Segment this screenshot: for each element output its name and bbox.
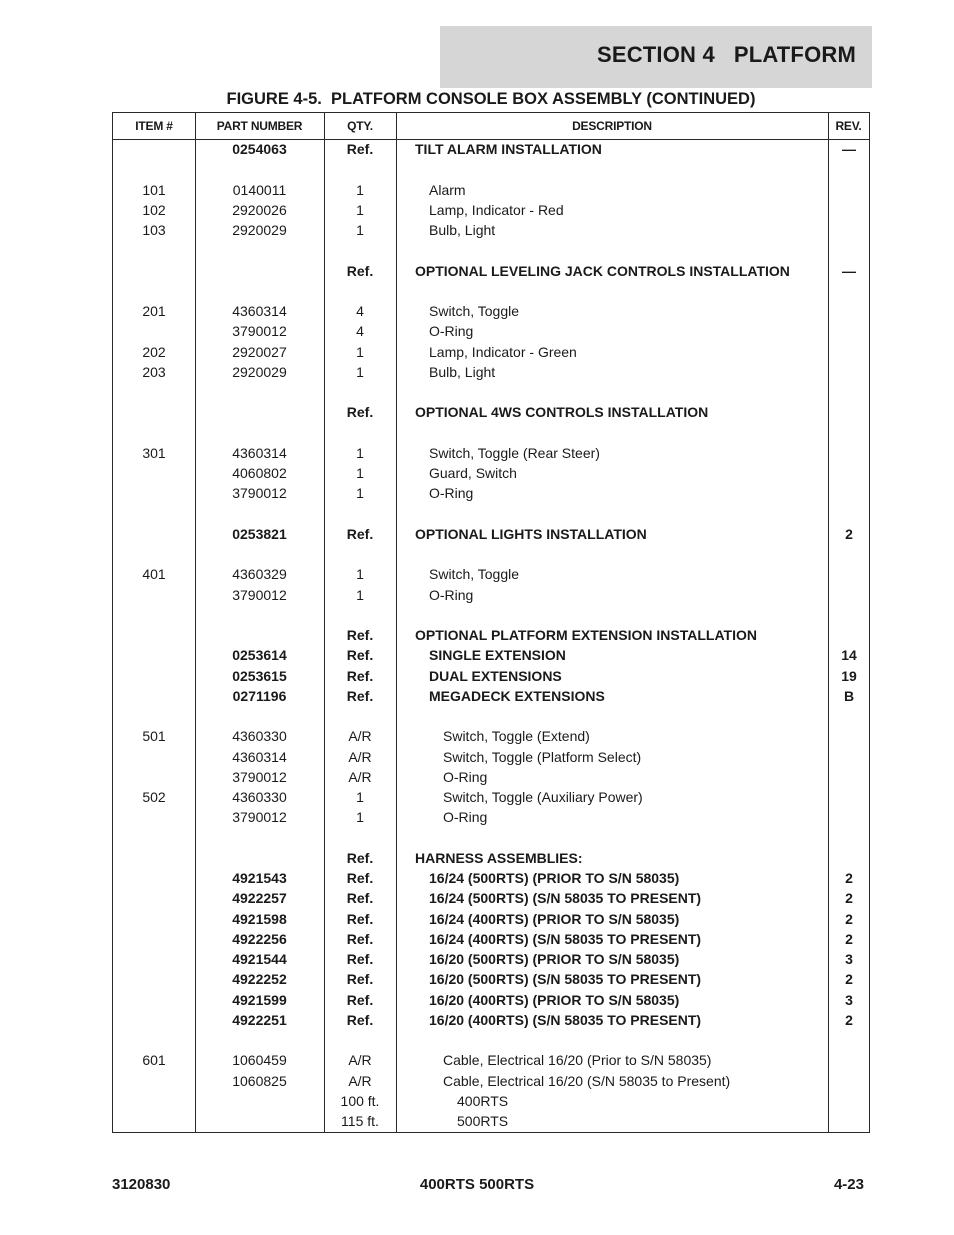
table-row [113, 443, 869, 463]
rev-cell: 2 [845, 971, 853, 988]
qty-cell: 1 [356, 789, 364, 805]
qty-cell: 1 [356, 343, 364, 360]
description-cell: Bulb, Light [429, 363, 496, 380]
item-cell: 202 [142, 343, 166, 360]
qty-cell: Ref. [346, 667, 374, 684]
table-row [113, 200, 869, 220]
qty-cell: Ref. [346, 647, 374, 664]
rev-cell: 2 [845, 930, 853, 947]
rev-cell: 14 [841, 647, 857, 664]
description-cell: Switch, Toggle (Extend) [443, 728, 590, 745]
qty-cell: 115 ft. [341, 1113, 379, 1129]
description-cell: O-Ring [443, 768, 488, 785]
description-cell: 500RTS [457, 1113, 509, 1129]
table-row [113, 767, 869, 787]
description-cell: TILT ALARM INSTALLATION [415, 141, 602, 157]
item-cell: 203 [142, 363, 166, 380]
item-cell: 102 [142, 201, 166, 218]
table-row [113, 909, 869, 929]
qty-cell: 1 [356, 485, 364, 502]
part-number-cell: 0140011 [232, 181, 287, 198]
description-cell: DUAL EXTENSIONS [429, 667, 562, 684]
footer-document-number: 3120830 [112, 1176, 171, 1193]
item-cell: 301 [142, 444, 166, 461]
qty-cell: 1 [356, 566, 364, 583]
description-cell: 16/20 (400RTS) (PRIOR TO S/N 58035) [429, 991, 680, 1008]
footer-model: 400RTS 500RTS [419, 1176, 535, 1193]
table-row [113, 402, 869, 422]
column-header-part-number: PART NUMBER [216, 119, 303, 133]
part-number-cell: 3790012 [232, 323, 287, 340]
description-cell: O-Ring [429, 586, 474, 603]
figure-title: FIGURE 4-5. PLATFORM CONSOLE BOX ASSEMBLY (CONTINUED) [226, 90, 756, 108]
part-number-cell: 4921598 [232, 910, 287, 927]
part-number-cell: 4060802 [232, 465, 287, 481]
qty-cell: 1 [356, 809, 364, 826]
rev-cell: 2 [845, 890, 853, 907]
qty-cell: Ref. [346, 951, 374, 967]
description-cell: OPTIONAL LIGHTS INSTALLATION [415, 525, 647, 542]
description-cell: Lamp, Indicator - Red [429, 201, 564, 218]
description-cell: OPTIONAL LEVELING JACK CONTROLS INSTALLATION [415, 262, 790, 279]
table-row [113, 564, 869, 584]
part-number-cell: 4360330 [232, 789, 287, 805]
qty-cell: 4 [356, 323, 364, 340]
table-row [113, 1071, 869, 1091]
table-row [113, 220, 869, 240]
part-number-cell: 4360314 [232, 748, 287, 765]
qty-cell: Ref. [346, 971, 374, 988]
qty-cell: Ref. [346, 1011, 374, 1028]
table-row [113, 524, 869, 544]
qty-cell: 100 ft. [340, 1092, 380, 1109]
rev-cell: 2 [845, 910, 853, 927]
qty-cell: 1 [356, 222, 364, 238]
qty-cell: A/R [348, 1052, 372, 1069]
qty-cell: 1 [356, 201, 364, 218]
qty-cell: Ref. [346, 870, 374, 886]
part-number-cell: 3790012 [232, 485, 287, 502]
table-row [113, 139, 869, 159]
description-cell: SINGLE EXTENSION [429, 647, 566, 664]
description-cell: 16/20 (400RTS) (S/N 58035 TO PRESENT) [429, 1011, 702, 1028]
description-cell: Bulb, Light [429, 222, 496, 238]
qty-cell: Ref. [346, 525, 374, 542]
rev-cell: 19 [841, 667, 857, 684]
table-row [113, 180, 869, 200]
table-row [113, 726, 869, 746]
item-cell: 601 [142, 1052, 166, 1069]
table-row [113, 747, 869, 767]
footer-page-number: 4-23 [833, 1176, 864, 1193]
part-number-cell: 4921599 [232, 991, 287, 1008]
rev-cell: 2 [845, 525, 853, 542]
part-number-cell: 3790012 [232, 586, 287, 603]
qty-cell: Ref. [346, 849, 374, 866]
qty-cell: 4 [356, 303, 364, 319]
table-row [113, 990, 869, 1010]
table-row [113, 321, 869, 341]
item-cell: 101 [142, 181, 166, 198]
qty-cell: Ref. [346, 991, 374, 1008]
description-cell: OPTIONAL PLATFORM EXTENSION INSTALLATION [415, 627, 757, 643]
table-row [113, 463, 869, 483]
item-cell: 502 [142, 789, 166, 805]
item-cell: 201 [142, 303, 166, 319]
qty-cell: Ref. [346, 910, 374, 927]
rev-cell: 3 [845, 951, 853, 967]
rev-cell: — [842, 141, 856, 157]
part-number-cell: 4922252 [232, 971, 287, 988]
part-number-cell: 0271196 [232, 687, 287, 704]
qty-cell: Ref. [346, 627, 374, 643]
description-cell: 16/24 (400RTS) (PRIOR TO S/N 58035) [429, 910, 680, 927]
description-cell: MEGADECK EXTENSIONS [429, 687, 605, 704]
rev-cell: — [842, 262, 856, 279]
rev-cell: B [843, 687, 855, 704]
qty-cell: Ref. [346, 930, 374, 947]
part-number-cell: 0253614 [232, 647, 287, 664]
part-number-cell: 4360314 [232, 303, 287, 319]
table-row [113, 888, 869, 908]
table-row [113, 787, 869, 807]
table-row [113, 645, 869, 665]
part-number-cell: 3790012 [232, 809, 287, 826]
qty-cell: A/R [348, 1072, 372, 1089]
description-cell: Switch, Toggle (Platform Select) [443, 748, 642, 765]
description-cell: Lamp, Indicator - Green [429, 343, 577, 360]
table-row [113, 625, 869, 645]
rev-cell: 2 [845, 870, 853, 886]
part-number-cell: 3790012 [232, 768, 287, 785]
table-row [113, 261, 869, 281]
qty-cell: Ref. [346, 687, 374, 704]
description-cell: Cable, Electrical 16/20 (Prior to S/N 58035) [443, 1052, 712, 1069]
description-cell: 16/20 (500RTS) (S/N 58035 TO PRESENT) [429, 971, 702, 988]
part-number-cell: 2920027 [232, 343, 287, 360]
part-number-cell: 4921543 [232, 870, 287, 886]
qty-cell: 1 [356, 586, 364, 603]
item-cell: 103 [142, 222, 166, 238]
part-number-cell: 2920029 [232, 363, 287, 380]
part-number-cell: 0253821 [232, 525, 287, 542]
description-cell: O-Ring [429, 485, 474, 502]
table-row [113, 483, 869, 503]
part-number-cell: 4360329 [232, 566, 287, 583]
part-number-cell: 4922251 [232, 1011, 287, 1028]
table-row [113, 342, 869, 362]
part-number-cell: 4921544 [232, 951, 287, 967]
table-row [113, 868, 869, 888]
description-cell: Switch, Toggle (Auxiliary Power) [443, 789, 643, 805]
table-row [113, 585, 869, 605]
part-number-cell: 0253615 [232, 667, 287, 684]
part-number-cell: 4922257 [232, 890, 287, 907]
item-cell: 501 [142, 728, 166, 745]
description-cell: Switch, Toggle (Rear Steer) [429, 444, 600, 461]
description-cell: Alarm [429, 181, 466, 198]
qty-cell: 1 [356, 363, 364, 380]
description-cell: 16/24 (400RTS) (S/N 58035 TO PRESENT) [429, 930, 702, 947]
qty-cell: Ref. [346, 141, 374, 157]
table-row [113, 969, 869, 989]
table-row [113, 848, 869, 868]
table-row [113, 686, 869, 706]
qty-cell: Ref. [346, 890, 374, 907]
column-header-rev: REV. [835, 119, 862, 133]
description-cell: 16/24 (500RTS) (PRIOR TO S/N 58035) [429, 870, 680, 886]
table-row [113, 949, 869, 969]
part-number-cell: 0254063 [232, 141, 287, 157]
table-row [113, 929, 869, 949]
description-cell: 16/20 (500RTS) (PRIOR TO S/N 58035) [429, 951, 680, 967]
qty-cell: A/R [348, 768, 372, 785]
qty-cell: Ref. [346, 404, 374, 421]
section-title: SECTION 4 PLATFORM [596, 42, 856, 67]
description-cell: Guard, Switch [429, 465, 517, 481]
part-number-cell: 4922256 [232, 930, 287, 947]
section-header [440, 26, 872, 88]
description-cell: 400RTS [457, 1092, 509, 1109]
qty-cell: 1 [356, 465, 364, 481]
part-number-cell: 4360330 [232, 728, 287, 745]
part-number-cell: 2920029 [232, 222, 287, 238]
column-header-qty: QTY. [347, 119, 373, 133]
table-row [113, 666, 869, 686]
description-cell: OPTIONAL 4WS CONTROLS INSTALLATION [415, 404, 709, 421]
part-number-cell: 2920026 [232, 201, 287, 218]
description-cell: 16/24 (500RTS) (S/N 58035 TO PRESENT) [429, 890, 702, 907]
column-header-item: ITEM # [135, 119, 173, 133]
part-number-cell: 4360314 [232, 444, 287, 461]
part-number-cell: 1060459 [232, 1052, 287, 1069]
description-cell: O-Ring [443, 809, 488, 826]
qty-cell: 1 [356, 444, 364, 461]
parts-table [112, 112, 870, 1133]
qty-cell: 1 [356, 181, 364, 198]
table-row [113, 1050, 869, 1070]
description-cell: Switch, Toggle [429, 303, 520, 319]
part-number-cell: 1060825 [232, 1072, 287, 1089]
item-cell: 401 [142, 566, 166, 583]
table-row [113, 1111, 869, 1131]
rev-cell: 2 [845, 1011, 853, 1028]
column-header-description: DESCRIPTION [572, 119, 652, 133]
table-row [113, 301, 869, 321]
table-row [113, 1010, 869, 1030]
table-row [113, 807, 869, 827]
table-row [113, 362, 869, 382]
description-cell: Switch, Toggle [429, 566, 520, 583]
qty-cell: A/R [348, 728, 372, 745]
qty-cell: A/R [348, 748, 372, 765]
description-cell: HARNESS ASSEMBLIES: [415, 849, 583, 866]
qty-cell: Ref. [346, 262, 374, 279]
description-cell: O-Ring [429, 323, 474, 340]
table-row [113, 1091, 869, 1111]
rev-cell: 3 [845, 991, 853, 1008]
description-cell: Cable, Electrical 16/20 (S/N 58035 to Present) [443, 1072, 731, 1089]
